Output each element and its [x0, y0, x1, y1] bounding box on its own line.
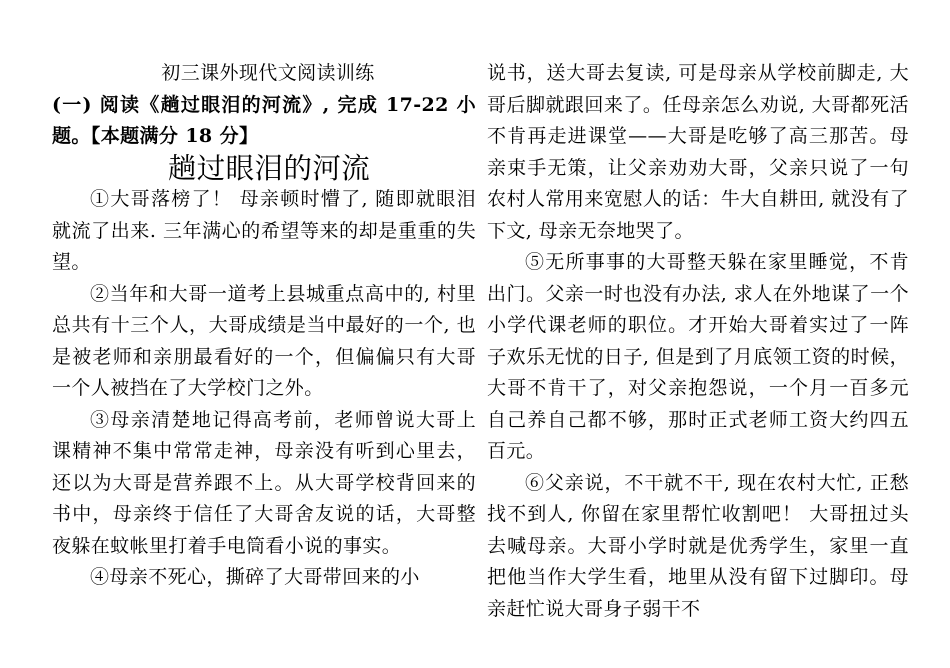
- paragraph-3: ③母亲清楚地记得高考前，老师曾说大哥上课精神不集中常常走神，母亲没有听到心里去，还以为大哥是营养跟不上。从大哥学校背回来的书中，母亲终于信任了大哥舍友说的话，大哥整夜躲在蚊帐里打着手电筒看小说的事实。: [52, 408, 476, 557]
- document-title: 初三课外现代文阅读训练: [161, 62, 375, 84]
- paragraph-1: ①大哥落榜了！ 母亲顿时懵了, 随即就眼泪就流了出来. 三年满心的希望等来的却是重重的失望。: [52, 188, 476, 273]
- left-column: [52, 58, 476, 594]
- paragraph-6: ⑥父亲说，不干就不干, 现在农村大忙, 正愁找不到人, 你留在家里帮忙收割吧！ 大哥扭过头去喊母亲。大哥小学时就是优秀学生，家里一直把他当作大学生看，地里从没有留下过脚印。母亲赶忙说大哥身子弱干不: [487, 471, 909, 620]
- paragraph-5: ⑤无所事事的大哥整天躲在家里睡觉，不肯出门。父亲一时也没有办法, 求人在外地谋了一个小学代课老师的职位。才开始大哥着实过了一阵子欢乐无忧的日子, 但是到了月底领工资的时候，大哥不肯干了，对父亲抱怨说，一个月一百多元自己养自己都不够，那时正式老师工资大约四五百元。: [487, 251, 909, 462]
- right-column: [487, 58, 909, 625]
- paragraph-4-continued: 说书，送大哥去复读, 可是母亲从学校前脚走, 大哥后脚就跟回来了。任母亲怎么劝说, 大哥都死活不肯再走进课堂——大哥是吃够了高三那苦。母亲束手无策，让父亲劝劝大哥，父亲只说了一句农村人常用来宽慰人的话：牛大自耕田, 就没有了下文, 母亲无奈地哭了。: [487, 62, 909, 242]
- paragraph-4-start: ④母亲不死心，撕碎了大哥带回来的小: [90, 566, 420, 588]
- paragraph-2: ②当年和大哥一道考上县城重点高中的, 村里总共有十三个人，大哥成绩是当中最好的一个, 也是被老师和亲朋最看好的一个，但偏偏只有大哥一个人被挡在了大学校门之外。: [52, 282, 476, 399]
- article-title: 趟过眼泪的河流: [167, 151, 371, 185]
- question-instruction: (一) 阅读《趟过眼泪的河流》, 完成 17-22 小题。【本题满分 18 分】: [52, 93, 476, 147]
